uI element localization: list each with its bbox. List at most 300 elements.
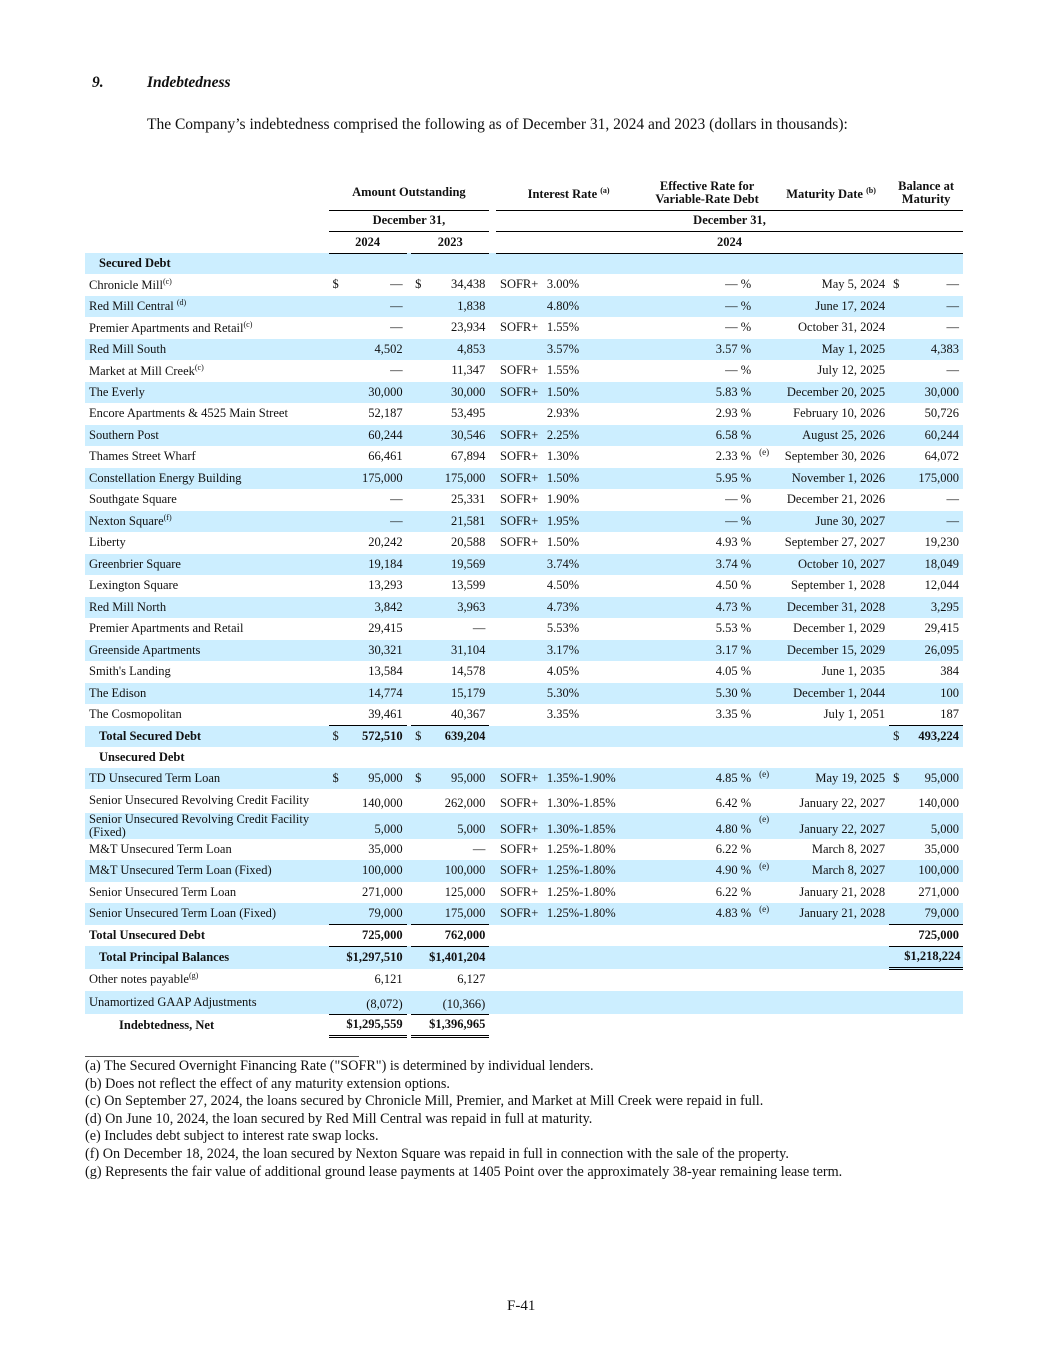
amount-2023: 100,000 [425,860,490,882]
interest-rate [543,969,641,991]
dollar-sign [889,360,900,382]
dollar-sign [329,618,342,640]
dollar-sign [889,489,900,511]
maturity-date [773,946,889,969]
dollar-sign [329,575,342,597]
dollar-sign [411,839,424,861]
dollar-sign [889,317,900,339]
header-dec31-left: December 31, [329,210,490,232]
effective-rate: 4.83 % [641,903,755,925]
balance-at-maturity: 100 [900,683,963,705]
dollar-sign [329,860,342,882]
row-label: TD Unsecured Term Loan [85,768,329,790]
amount-2023: 262,000 [444,795,486,810]
dollar-sign [411,925,424,947]
sofr-prefix [496,969,543,991]
effective-rate-note [755,839,773,861]
effective-rate-note [755,339,773,361]
effective-rate: 2.33 % [715,449,752,464]
table-row [85,403,963,425]
amount-2024: 5,000 [342,813,407,839]
sofr-prefix: SOFR+ [496,382,543,404]
amount-2024: 79,000 [342,903,407,925]
maturity-date: December 1, 2029 [793,621,886,636]
amount-2023: 25,331 [450,492,486,507]
amount-2023: — [472,621,486,636]
interest-rate: 1.30% [546,449,580,464]
spacer [489,946,496,969]
balance-at-maturity: 3,295 [900,597,963,619]
interest-rate [543,925,641,947]
interest-rate: 1.50% [543,468,641,490]
maturity-date [773,925,889,947]
table-row [85,618,963,640]
dollar-sign [411,683,424,705]
balance-at-maturity: 50,726 [924,406,959,421]
indebtedness-table [85,176,963,1038]
amount-2024: 6,121 [374,972,403,986]
dollar-sign [329,925,342,947]
sofr-prefix: SOFR+ [500,535,539,550]
dollar-sign [889,554,900,576]
amount-2023: $1,401,204 [425,946,490,969]
effective-rate-note [755,425,773,447]
dollar-sign [889,532,900,554]
section-label: Unsecured Debt [99,749,185,764]
effective-rate [641,946,755,969]
dollar-sign [889,839,900,861]
amount-2023: 6,127 [457,972,486,986]
effective-rate-note [755,274,773,296]
balance-at-maturity: 30,000 [900,382,963,404]
maturity-date: September 27, 2027 [784,535,886,550]
maturity-date: March 8, 2027 [773,860,889,882]
header-maturity-date: Maturity Date $^{(b)}$ [773,176,889,210]
dollar-sign [889,969,900,991]
balance-at-maturity: — [946,277,959,292]
dollar-sign: $ [415,277,422,292]
dollar-sign: $ [893,277,900,292]
effective-rate [641,991,755,1015]
amount-2023: 31,104 [425,640,490,662]
sofr-prefix: SOFR+ [500,449,539,464]
effective-rate: — % [641,296,755,318]
balance-at-maturity: 79,000 [900,903,963,925]
sofr-prefix [496,946,543,969]
dollar-sign [411,946,424,969]
table-row [85,597,963,619]
effective-rate-note [755,704,773,726]
footnote: (g) Represents the fair value of additional ground lease payments at 1405 Point over the approximately 38-year remaining lease term. [85,1163,843,1180]
dollar-sign [411,296,424,318]
header-year-2023: 2023 [411,232,489,254]
dollar-sign [329,382,342,404]
dollar-sign: $ [411,726,424,748]
dollar-sign [329,468,342,490]
amount-2024: 20,242 [368,535,403,550]
dollar-sign [889,296,900,318]
table-row [85,382,963,404]
total-secured-row [85,726,963,748]
dollar-sign [329,403,342,425]
amount-2024: 95,000 [342,768,407,790]
table-row [85,532,963,554]
amount-2024: 60,244 [342,425,407,447]
spacer [489,903,496,925]
sofr-prefix [496,1014,543,1037]
spacer [489,726,496,748]
dollar-sign [329,339,342,361]
interest-rate: 1.50% [546,535,580,550]
amount-2023: 125,000 [444,884,486,899]
total-unsecured-row [85,925,963,947]
effective-rate: 4.85 % [641,768,755,790]
effective-rate: 4.73 % [641,597,755,619]
effective-rate-note [755,468,773,490]
row-label: The Everly [85,382,329,404]
spacer [489,813,496,839]
amount-2024: — [390,320,403,335]
table-row [85,704,963,726]
amount-2023: — [472,841,486,856]
amount-2024: 140,000 [362,795,403,810]
dollar-sign [329,640,342,662]
sofr-prefix: SOFR+ [500,492,539,507]
amount-2023: $1,396,965 [425,1014,490,1037]
header-row-3 [85,232,963,254]
dollar-sign [411,554,424,576]
amount-2024: — [390,492,403,507]
dollar-sign [329,946,342,969]
table-row [85,789,963,813]
interest-rate: 1.30%-1.85% [546,795,616,810]
spacer [489,274,496,296]
row-label: M&T Unsecured Term Loan (Fixed) [85,860,329,882]
effective-rate-note: (e) [759,447,770,457]
maturity-date: December 15, 2029 [773,640,889,662]
amount-2024: 30,000 [342,382,407,404]
sofr-prefix: SOFR+ [500,320,539,335]
balance-at-maturity: 64,072 [924,449,959,464]
effective-rate: 5.95 % [641,468,755,490]
effective-rate: — % [725,492,752,507]
row-label: The Cosmopolitan [89,707,182,722]
interest-rate: 1.25%-1.80% [543,903,641,925]
amount-2024: 175,000 [342,468,407,490]
balance-at-maturity: 187 [900,704,963,726]
row-label: Senior Unsecured Term Loan [89,884,237,899]
amount-2023: 53,495 [450,406,486,421]
table-row [85,768,963,790]
effective-rate-note [755,925,773,947]
dollar-sign [889,683,900,705]
spacer [489,789,496,813]
table-row [85,882,963,904]
effective-rate-note [755,511,773,533]
amount-2023: 34,438 [450,277,486,292]
balance-at-maturity: 12,044 [924,578,959,593]
balance-at-maturity: 175,000 [900,468,963,490]
dollar-sign [411,317,424,339]
effective-rate-note: (e) [755,903,773,925]
dollar-sign [411,403,424,425]
table-row [85,296,963,318]
dollar-sign [411,468,424,490]
dollar-sign [411,661,424,683]
dollar-sign [329,597,342,619]
effective-rate: — % [725,277,752,292]
table-row [85,317,963,339]
interest-rate: 3.57% [543,339,641,361]
effective-rate: 2.93 % [715,406,752,421]
intro-paragraph: The Company’s indebtedness comprised the following as of December 31, 2024 and 2023 (dollars in thousands): [147,116,848,133]
dollar-sign [411,532,424,554]
section-number: 9. [92,74,104,91]
effective-rate: 6.22 % [715,841,752,856]
dollar-sign [329,991,342,1015]
dollar-sign [411,382,424,404]
spacer [489,969,496,991]
table-row [85,489,963,511]
sofr-prefix: SOFR+ [500,795,539,810]
maturity-date: November 1, 2026 [773,468,889,490]
effective-rate-note [755,382,773,404]
balance-at-maturity: — [900,511,963,533]
header-row-1 [85,176,963,210]
dollar-sign [889,511,900,533]
interest-rate: 5.53% [546,621,580,636]
dollar-sign [329,704,342,726]
dollar-sign [329,360,342,382]
balance-at-maturity: — [946,492,959,507]
spacer [489,618,496,640]
effective-rate-note [755,640,773,662]
sofr-prefix: SOFR+ [500,277,539,292]
effective-rate-note [755,946,773,969]
amount-2024: — [390,277,403,292]
dollar-sign [889,946,900,969]
dollar-sign [889,704,900,726]
amount-2023: 20,588 [450,535,486,550]
dollar-sign [411,969,424,991]
amount-2024: — [390,363,403,378]
sofr-prefix: SOFR+ [500,884,539,899]
dollar-sign [889,903,900,925]
balance-at-maturity: 18,049 [900,554,963,576]
effective-rate-note [755,489,773,511]
header-effective-rate: Effective Rate for Variable-Rate Debt [641,176,773,210]
spacer [489,839,496,861]
spacer [489,425,496,447]
amount-2024: 13,293 [368,578,403,593]
dollar-sign [411,575,424,597]
row-label: Red Mill North [85,597,329,619]
maturity-date: December 21, 2026 [786,492,886,507]
effective-rate-note [755,554,773,576]
dollar-sign [411,446,424,468]
amount-2023: 19,569 [425,554,490,576]
balance-at-maturity: 725,000 [900,925,963,947]
table-row [85,661,963,683]
amount-2023: 30,000 [425,382,490,404]
sofr-prefix [496,991,543,1015]
amount-2024: 572,510 [342,726,407,748]
amount-2023: 30,546 [425,425,490,447]
dollar-sign [889,575,900,597]
amount-2023: 639,204 [425,726,490,748]
sofr-prefix [496,597,543,619]
sofr-prefix: SOFR+ [496,768,543,790]
effective-rate-note [755,296,773,318]
sofr-prefix [496,704,543,726]
dollar-sign [411,425,424,447]
effective-rate-note [755,969,773,991]
interest-rate: 4.73% [543,597,641,619]
effective-rate: 5.53 % [715,621,752,636]
table-row [85,468,963,490]
interest-rate [543,726,641,748]
amount-2023: 13,599 [450,578,486,593]
row-label: Thames Street Wharf [89,449,196,464]
dollar-sign [411,339,424,361]
table-row [85,903,963,925]
header-interest-rate: Interest Rate $^{(a)}$ [496,176,641,210]
maturity-date: March 8, 2027 [811,841,886,856]
interest-rate: 1.55% [546,363,580,378]
interest-rate: 2.93% [546,406,580,421]
amount-2024: — [342,296,407,318]
amount-2024: 66,461 [368,449,403,464]
amount-2024: 13,584 [368,664,403,679]
balance-at-maturity: 19,230 [924,535,959,550]
effective-rate-note [755,317,773,339]
footnotes [85,1058,842,1181]
indebtedness-net-row [85,1014,963,1037]
row-label: Encore Apartments & 4525 Main Street [89,406,288,421]
row-label: Total Secured Debt [85,726,329,748]
amount-2024: 14,774 [342,683,407,705]
footnote-divider [85,1056,359,1057]
amount-2023: 15,179 [425,683,490,705]
row-label: The Edison [85,683,329,705]
dollar-sign [889,991,900,1015]
sofr-prefix: SOFR+ [500,363,539,378]
dollar-sign [889,597,900,619]
row-label: Southern Post [85,425,329,447]
dollar-sign [411,903,424,925]
effective-rate: 3.57 % [641,339,755,361]
amount-2024: 271,000 [362,884,403,899]
balance-at-maturity: 384 [940,664,959,679]
interest-rate: 1.25%-1.80% [546,884,616,899]
effective-rate: — % [725,320,752,335]
row-label: Liberty [89,535,126,550]
dollar-sign [889,789,900,813]
effective-rate-note [755,575,773,597]
dollar-sign [411,597,424,619]
row-label: Greenbrier Square [85,554,329,576]
table-row [85,683,963,705]
sofr-prefix [496,296,543,318]
maturity-date [773,969,889,991]
spacer [489,468,496,490]
footnote: (b) Does not reflect the effect of any maturity extension options. [85,1075,450,1092]
effective-rate: 4.50 % [715,578,752,593]
effective-rate: 4.05 % [715,664,752,679]
interest-rate: 1.30%-1.85% [543,813,641,839]
balance-at-maturity: — [946,320,959,335]
row-label: Total Unsecured Debt [89,927,205,942]
effective-rate: 3.17 % [641,640,755,662]
maturity-date: December 1, 2044 [773,683,889,705]
effective-rate-note [755,360,773,382]
dollar-sign [889,813,900,839]
spacer [489,382,496,404]
maturity-date [773,726,889,748]
effective-rate-note [755,789,773,813]
sofr-prefix: SOFR+ [496,468,543,490]
spacer [489,882,496,904]
table-row [85,575,963,597]
section-title: Indebtedness [147,74,231,91]
footnote: (a) The Secured Overnight Financing Rate ("SOFR") is determined by individual lenders. [85,1058,594,1074]
effective-rate [641,925,755,947]
interest-rate: 4.80% [543,296,641,318]
row-label: Premier Apartments and Retail$^{(c)}$ [89,319,253,335]
dollar-sign [889,339,900,361]
dollar-sign [411,640,424,662]
amount-2024: 100,000 [342,860,407,882]
dollar-sign [329,1014,342,1037]
dollar-sign [889,468,900,490]
row-label: Senior Unsecured Revolving Credit Facility (Fixed) [85,813,329,839]
table-row [85,511,963,533]
dollar-sign [889,446,900,468]
maturity-date: January 22, 2027 [799,795,886,810]
sofr-prefix [496,683,543,705]
effective-rate-note [755,991,773,1015]
effective-rate-note [755,1014,773,1037]
effective-rate: 4.80 % [641,813,755,839]
gaap-adjustments-row [85,991,963,1015]
amount-2024: $1,295,559 [342,1014,407,1037]
sofr-prefix [496,339,543,361]
spacer [489,489,496,511]
dollar-sign [329,489,342,511]
dollar-sign [329,532,342,554]
sofr-prefix [496,640,543,662]
interest-rate: 2.25% [543,425,641,447]
footnote: (f) On December 18, 2024, the loan secured by Nexton Square was repaid in full in connection with the sale of the property. [85,1145,789,1162]
table-row [85,425,963,447]
spacer [489,511,496,533]
secured-debt-header [85,253,963,274]
amount-2024: 19,184 [342,554,407,576]
spacer [489,532,496,554]
maturity-date: December 20, 2025 [773,382,889,404]
row-label: Red Mill South [85,339,329,361]
row-label: Premier Apartments and Retail [89,621,244,636]
dollar-sign [329,839,342,861]
balance-at-maturity: 271,000 [918,884,959,899]
dollar-sign [329,511,342,533]
effective-rate: — % [641,511,755,533]
amount-2023: 175,000 [425,468,490,490]
dollar-sign [329,813,342,839]
interest-rate: 1.90% [546,492,580,507]
spacer [489,1014,496,1037]
row-label: Senior Unsecured Revolving Credit Facility [89,793,310,808]
